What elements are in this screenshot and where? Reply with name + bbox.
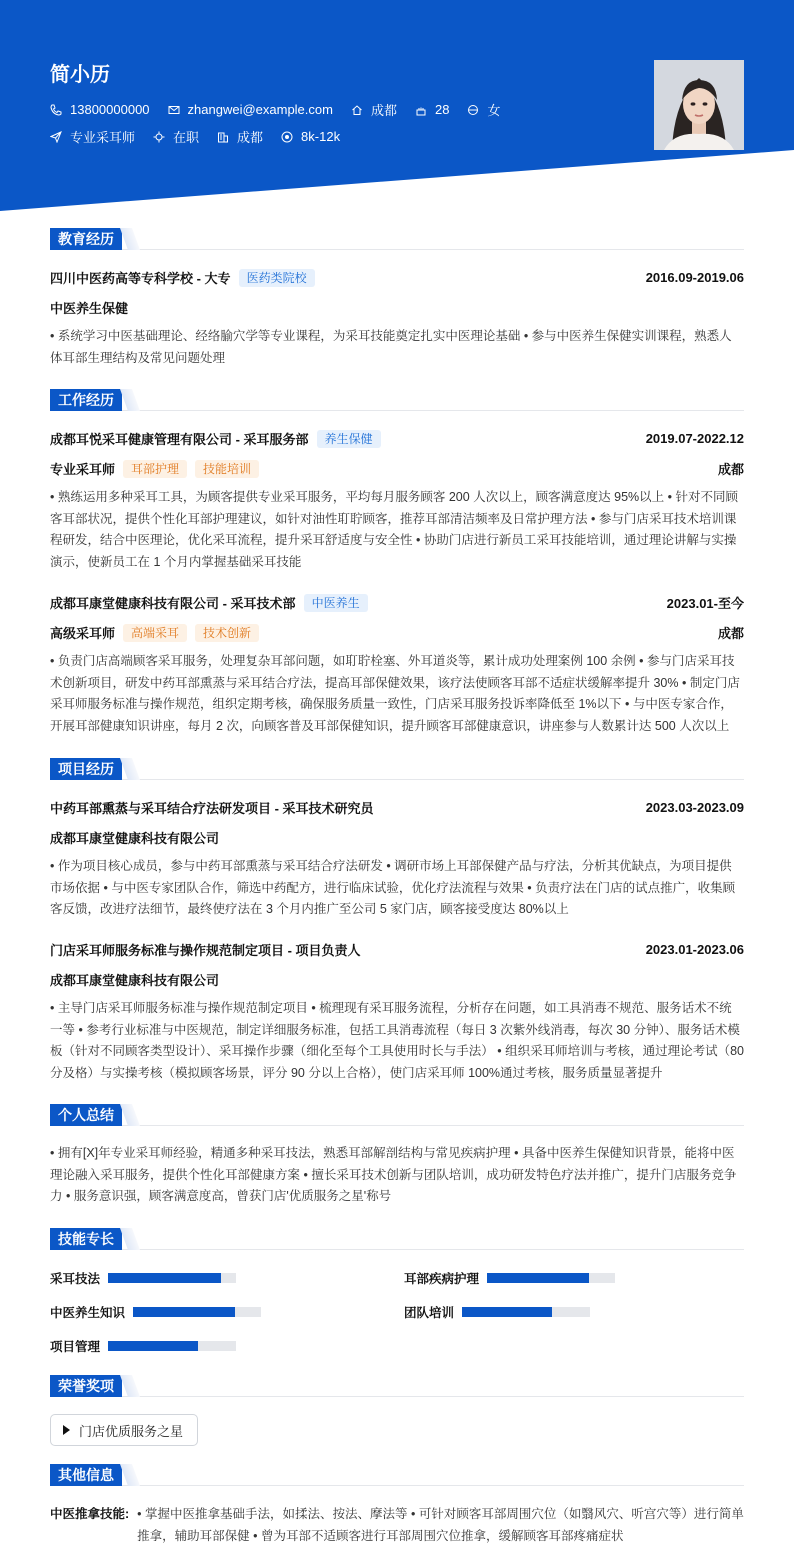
title-decoration: [120, 228, 140, 250]
other-section-title: [50, 1464, 744, 1486]
project-2-org-row: [50, 970, 744, 989]
major-name: 中医养生保健: [50, 301, 129, 316]
work-entry-2-description: • 负责门店高端顾客采耳服务，处理复杂耳部问题，如耵聍栓塞、外耳道炎等，累计成功处理案例 100 余例 • 参与门店采耳技术创新项目，研发中药耳部熏蒸与采耳结合疗法，提高耳部保健效果，该疗法使顾客耳部不适症状缓解率提升 30% • 制定门店采耳师服务标准与操作规范，组织定期考核，确保服务质量一致性，门店采耳服务投诉率降低至 1%以下 • 与中医专家合作，开展耳部健康知识讲座，每月 2 次，向顾客普及耳部保健知识，提升顾客耳部健康意识，讲座参与人数累计达 500 人次以上: [50, 654, 740, 733]
building-icon: [217, 131, 229, 143]
education-description: • 系统学习中医基础理论、经络腧穴学等专业课程，为采耳技能奠定扎实中医理论基础 • 参与中医养生保健实训课程，熟悉人体耳部生理结构及常见问题处理: [50, 329, 732, 365]
title-decoration: [120, 1104, 140, 1126]
work-date: 2023.01-至今: [666, 596, 744, 611]
project-name: 门店采耳师服务标准与操作规范制定项目 - 项目负责人: [50, 943, 361, 958]
skill-bar-fill: [108, 1273, 221, 1283]
contact-row: [50, 100, 518, 119]
phone-icon: [50, 104, 62, 116]
skill-bar-fill: [133, 1307, 235, 1317]
awards-title-label: 荣誉奖项: [50, 1375, 122, 1397]
other-info-section: [50, 1464, 744, 1555]
skill-item: [404, 1303, 590, 1321]
age-item: [415, 102, 449, 117]
other-info-item: [50, 1503, 744, 1547]
project-1-org-row: [50, 828, 744, 847]
education-entry-header: [50, 268, 744, 287]
work-entry-1-role: [50, 459, 744, 478]
resume-header: [0, 0, 794, 215]
skill-tag: 高端采耳: [123, 624, 187, 642]
education-major-row: [50, 298, 744, 317]
status-item: [153, 127, 199, 146]
salary-item: [281, 129, 340, 144]
project-2-header: [50, 940, 744, 959]
education-title-label: 教育经历: [50, 228, 122, 250]
skills-section: [50, 1228, 744, 1358]
work-entry-1-header: [50, 429, 744, 448]
mail-icon: [168, 104, 180, 116]
city-item: [217, 127, 263, 146]
awards-section-title: [50, 1375, 744, 1397]
school-tag: 医药类院校: [239, 269, 315, 287]
status-icon: [153, 131, 165, 143]
phone-item: [50, 102, 150, 117]
award-name: 门店优质服务之星: [79, 1423, 184, 1439]
other-title-label: 其他信息: [50, 1464, 122, 1486]
title-decoration: [120, 389, 140, 411]
projects-section-title: [50, 758, 744, 780]
skills-section-title: [50, 1228, 744, 1250]
work-title-label: 工作经历: [50, 389, 122, 411]
summary-section-title: [50, 1104, 744, 1126]
position-text: 专业采耳师: [70, 130, 136, 145]
work-date: 2019.07-2022.12: [645, 431, 744, 446]
work-entry-2-header: [50, 593, 744, 612]
company-name: 成都耳悦采耳健康管理有限公司 - 采耳服务部: [50, 432, 309, 447]
skill-item: [50, 1269, 236, 1287]
skill-tag: 技能培训: [195, 460, 259, 478]
project-org: 成都耳康堂健康科技有限公司: [50, 973, 220, 988]
work-entry-2-role: [50, 623, 744, 642]
job-intent-row: [50, 127, 358, 146]
skill-name: 耳部疾病护理: [404, 1272, 480, 1286]
email-item: [168, 102, 333, 117]
title-decoration: [120, 1228, 140, 1250]
project-1-description: • 作为项目核心成员，参与中药耳部熏蒸与采耳结合疗法研发 • 调研市场上耳部保健产品与疗法，分析其优缺点，为项目提供市场依据 • 与中医专家团队合作，筛选中药配方，进行临床试验，优化疗法流程与效果 • 负责疗法在门店的试点推广，收集顾客反馈，改进疗法细节，最终使疗法在 3 个月内推广至公司 5 家门店，顾客接受度达 80%以上: [50, 859, 736, 917]
work-location: 成都: [717, 462, 744, 477]
project-1-header: [50, 798, 744, 817]
summary-title-label: 个人总结: [50, 1104, 122, 1126]
skill-item: [50, 1337, 236, 1355]
title-decoration: [120, 758, 140, 780]
company-name: 成都耳康堂健康科技有限公司 - 采耳技术部: [50, 596, 296, 611]
phone-text: 13800000000: [70, 102, 150, 117]
age-icon: [415, 104, 427, 116]
work-location: 成都: [717, 626, 744, 641]
projects-title-label: 项目经历: [50, 758, 122, 780]
position-item: [50, 127, 135, 146]
profile-photo: [654, 60, 744, 150]
gender-text: 女: [487, 103, 501, 118]
salary-text: 8k-12k: [301, 129, 341, 144]
send-icon: [50, 131, 62, 143]
work-section: [50, 389, 744, 749]
skill-tag: 技术创新: [195, 624, 259, 642]
summary-section: [50, 1104, 744, 1214]
school-name: 四川中医药高等专科学校 - 大专: [50, 271, 231, 286]
skill-bar: [108, 1341, 236, 1351]
skill-bar: [462, 1307, 590, 1317]
other-info-value: • 掌握中医推拿基础手法，如揉法、按法、摩法等 • 可针对顾客耳部周围穴位（如翳风穴、听宫穴等）进行简单推拿，辅助耳部保健 • 曾为耳部不适顾客进行耳部周围穴位推拿，缓解顾客耳部疼痛症状: [137, 1507, 744, 1543]
skill-name: 采耳技法: [50, 1272, 101, 1286]
skill-item: [50, 1303, 261, 1321]
project-date: 2023.01-2023.06: [645, 942, 744, 957]
skill-tag: 耳部护理: [123, 460, 187, 478]
candidate-name: 简小历: [50, 64, 110, 86]
skill-bar-fill: [108, 1341, 198, 1351]
skill-name: 中医养生知识: [50, 1306, 126, 1320]
project-date: 2023.03-2023.09: [645, 800, 744, 815]
title-decoration: [120, 1464, 140, 1486]
home-icon: [351, 104, 363, 116]
projects-section: [50, 758, 744, 1098]
work-entry-1-description: • 熟练运用多种采耳工具，为顾客提供专业采耳服务，平均每月服务顾客 200 人次以上，顾客满意度达 95%以上 • 针对不同顾客耳部状况，提供个性化耳部护理建议，如针对油性耵聍顾客，推荐耳部清洁频率及日常护理方法 • 参与门店采耳技术培训课程研发，结合中医理论，优化采耳流程，提升采耳舒适度与安全性 • 协助门店进行新员工采耳技能培训，通过理论讲解与实操演示，使新员工在 1 个月内掌握基础采耳技能: [50, 490, 738, 569]
summary-description: • 拥有[X]年专业采耳师经验，精通多种采耳技法，熟悉耳部解剖结构与常见疾病护理 • 具备中医养生保健知识背景，能将中医理论融入采耳服务，提供个性化耳部健康方案 • 擅长采耳技术创新与团队培训，成功研发特色疗法并推广，提升门店服务竞争力 • 服务意识强，顾客满意度高，曾获门店'优质服务之星'称号: [50, 1146, 737, 1204]
education-section-title: [50, 228, 744, 250]
play-triangle-icon: [63, 1425, 70, 1435]
award-item: [50, 1414, 198, 1446]
gender-item: [467, 100, 500, 119]
awards-section: [50, 1375, 744, 1455]
hometown-text: 成都: [370, 103, 397, 118]
other-info-key: 中医推拿技能:: [50, 1507, 130, 1521]
age-text: 28: [434, 102, 450, 117]
company-tag: 中医养生: [304, 594, 368, 612]
status-text: 在职: [173, 130, 200, 145]
skills-title-label: 技能专长: [50, 1228, 122, 1250]
skill-bar: [108, 1273, 236, 1283]
company-tag: 养生保健: [317, 430, 381, 448]
project-name: 中药耳部熏蒸与采耳结合疗法研发项目 - 采耳技术研究员: [50, 801, 374, 816]
hometown-item: [351, 100, 397, 119]
education-section: [50, 228, 744, 378]
skill-item: [404, 1269, 615, 1287]
skill-name: 团队培训: [404, 1306, 455, 1320]
gender-icon: [467, 104, 479, 116]
education-date: 2016.09-2019.06: [645, 270, 744, 285]
skill-name: 项目管理: [50, 1340, 101, 1354]
skill-bar: [133, 1307, 261, 1317]
title-decoration: [120, 1375, 140, 1397]
email-text: zhangwei@example.com: [187, 102, 333, 117]
skill-bar: [487, 1273, 615, 1283]
city-text: 成都: [237, 130, 264, 145]
project-2-description: • 主导门店采耳师服务标准与操作规范制定项目 • 梳理现有采耳服务流程，分析存在问题，如工具消毒不规范、服务话术不统一等 • 参考行业标准与中医规范，制定详细服务标准，包括工具消毒流程（每日 3 次紫外线消毒，每次 30 分钟）、服务话术模板（针对不同顾客类型设计）、采耳操作步骤（细化至每个工具使用时长与手法） • 组织采耳师培训与考核，通过理论考试（80 分及格）与实操考核（模拟顾客场景，评分 90 分以上合格），使门店采耳师 100%通过考核，服务质量显著提升: [50, 1001, 744, 1080]
salary-icon: [281, 131, 293, 143]
project-org: 成都耳康堂健康科技有限公司: [50, 831, 220, 846]
avatar-portrait: [654, 60, 744, 150]
skill-bar-fill: [487, 1273, 589, 1283]
job-role: 高级采耳师: [50, 626, 116, 641]
job-role: 专业采耳师: [50, 462, 116, 477]
work-section-title: [50, 389, 744, 411]
skill-bar-fill: [462, 1307, 552, 1317]
